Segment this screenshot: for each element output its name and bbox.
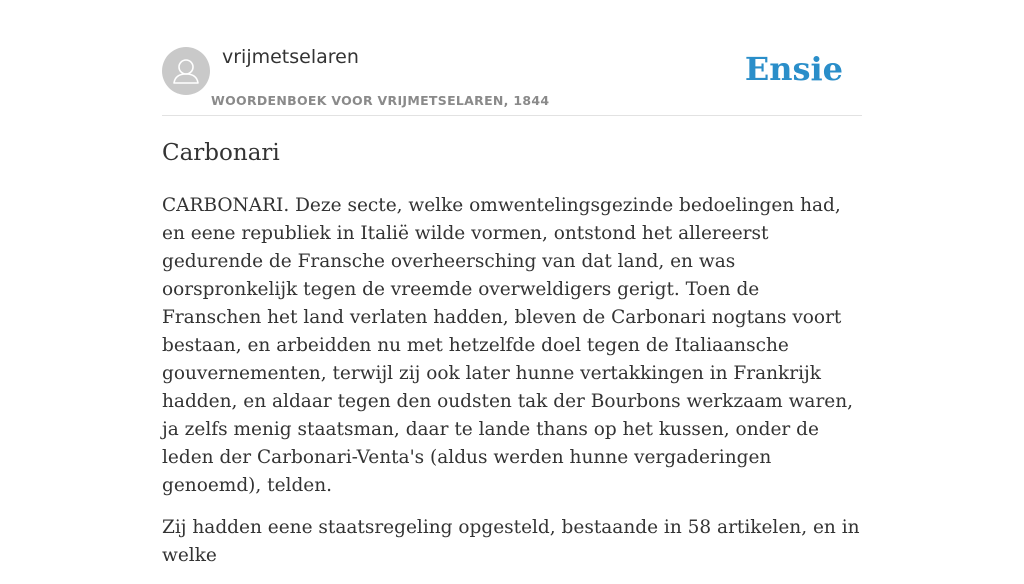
avatar[interactable] [162,47,210,95]
source-label[interactable]: WOORDENBOEK VOOR VRIJMETSELAREN, 1844 [211,93,550,108]
header [162,0,862,116]
article-paragraph: CARBONARI. Deze secte, welke omwentelingsgezinde bedoelingen had, en eene republiek in Italië wilde vormen, ontstond het allereerst gedurende de Fransche overheersching van dat land, en was oorspronkelijk tegen de vreemde overweldigers gerigt. Toen de Franschen het land verlaten hadden, bleven de Carbonari nogtans voort bestaan, en arbeidden nu met hetzelfde doel tegen de Italiaansche gouvernementen, terwijl zij ook later hunne vertakkingen in Frankrijk hadden, en aldaar tegen den oudsten tak der Bourbons werkzaam waren, ja zelfs menig staatsman, daar te lande thans op het kussen, onder de leden der Carbonari-Venta's (aldus werden hunne vergaderingen genoemd), telden. [162,195,854,496]
ensie-logo[interactable]: Ensie [744,50,843,88]
page-title: Carbonari [162,140,280,166]
article-body [162,192,862,584]
user-icon [162,47,210,95]
username-link[interactable]: vrijmetselaren [222,46,359,68]
article-paragraph: Zij hadden eene staatsregeling opgesteld, bestaande in 58 artikelen, en in welke [162,517,860,566]
